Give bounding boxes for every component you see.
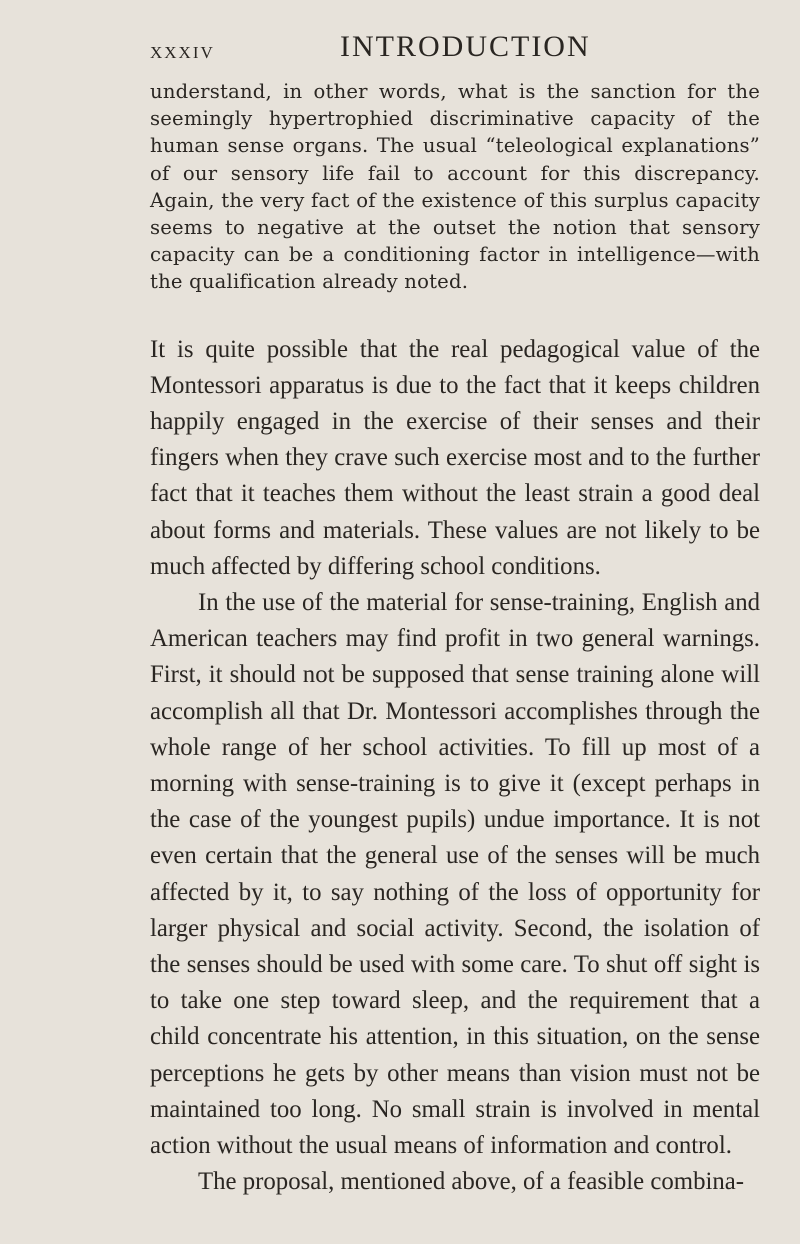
paragraph-gap (150, 296, 760, 332)
paragraph-montessori-value: It is quite possible that the real pedagogical value of the Montessori apparatus is due to the fact that it keeps children happily engaged in the exercise of their senses and their fingers when they crave such exercise most and to the further fact that it teaches them without the least strain a good deal about forms and materials. These values are not likely to be much affected by differing school conditions. (150, 335, 760, 580)
paragraph-proposal: The proposal, mentioned above, of a feasible combina- (198, 1168, 745, 1196)
paragraph-sense-training-warnings: In the use of the material for sense-training, English and American teachers may find profit in two general warnings. First, it should not be supposed that sense training alone will accomplish all that Dr. Montessori accomplishes through the whole range of her school activities. To fill up most of a morning with sense-training is to give it (except perhaps in the case of the youngest pupils) undue importance. It is not even certain that the general use of the senses will be much affected by it, to say nothing of the loss of opportunity for larger physical and social activity. Second, the isolation of the senses should be used with some care. To shut off sight is to take one step toward sleep, and the requirement that a child concentrate his attention, in this situation, on the sense perceptions he gets by other means than vision must not be maintained too long. No small strain is involved in mental action without the usual means of information and control. (150, 589, 760, 1160)
running-title: INTRODUCTION (340, 30, 591, 63)
running-head (150, 0, 760, 78)
page-number: xxxiv (150, 38, 215, 64)
paragraph-continued-smallprint: understand, in other words, what is the sanction for the seemingly hypertrophied discriminative capacity of the human sense organs. The usual “teleological explanations” of our sensory life fail to account for this discrepancy. Again, the very fact of the existence of this surplus capacity seems to negative at the outset the notion that sensory capacity can be a conditioning factor in intelligence—with the qualification already noted. (150, 80, 760, 294)
